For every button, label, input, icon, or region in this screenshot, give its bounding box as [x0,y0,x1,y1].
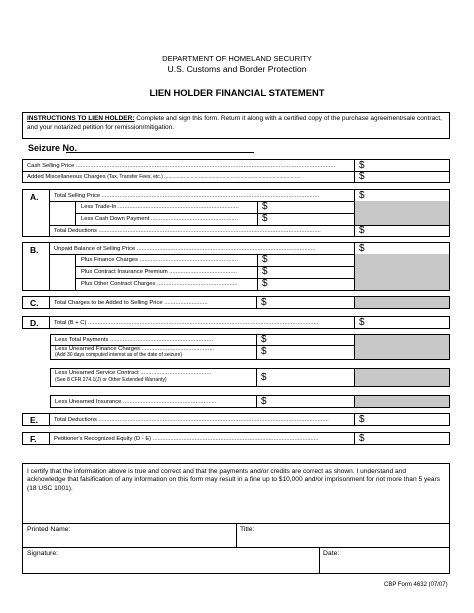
payments-shaded [354,335,449,359]
section-a-total-deductions-currency: $ [359,225,365,236]
section-d-letter: D. [30,318,39,328]
date-field[interactable] [345,548,447,572]
section-e-field[interactable] [365,414,449,425]
unpaid-balance-field[interactable] [365,243,449,254]
plus-finance-label: Plus Finance Charges ............................................................. [81,257,238,263]
less-unearned-finance-field[interactable] [267,345,353,359]
section-f-letter: F. [30,434,37,444]
certification-box [22,463,450,574]
plus-insurance-field[interactable] [268,266,354,278]
plus-finance-field[interactable] [268,254,354,266]
date-label: Date: [323,550,340,557]
section-b-inner [75,254,354,290]
plus-insurance-label: Plus Contract Insurance Premium .......................................... [81,269,237,275]
added-misc-currency: $ [359,171,365,182]
form-number: CBP Form 4632 (07/07) [384,582,448,588]
less-unearned-finance-currency: $ [261,346,267,357]
signature-label: Signature: [27,550,58,557]
less-unearned-insurance-field[interactable] [267,396,353,407]
instructions-text: Complete and sign this form. Return it along with a certified copy of the purchase agreement/sale contract, and your notarized petition for remission/mitigation. [27,115,442,131]
section-e-label: Total Deductions ............................................................................................................................................... [54,417,329,423]
section-a-shaded [354,201,449,225]
service-contract-shaded [354,369,449,386]
less-unearned-finance-note: (Add 30 days computed interest as of the date of seizure) [55,352,183,358]
section-b-box [22,242,450,291]
form-title: LIEN HOLDER FINANCIAL STATEMENT [149,87,325,98]
section-f-currency: $ [359,433,365,444]
less-total-payments-label: Less Total Payments ................................................................ [55,337,214,343]
plus-other-label: Plus Other Contract Charges .................................................. [81,281,238,287]
section-c-box [22,296,450,309]
section-e-currency: $ [359,414,365,425]
insurance-box [50,395,450,408]
unpaid-balance-label: Unpaid Balance of Selling Price ............................................................................................................... [54,246,316,252]
instructions-box [22,112,450,139]
payments-box [50,334,450,360]
section-f-field[interactable] [365,433,449,444]
less-trade-in-label: Less Trade-In ........................................................................... [81,204,239,210]
section-c-currency: $ [261,297,267,308]
less-unearned-insurance-currency: $ [261,396,267,407]
section-a-inner [75,201,354,225]
section-c-field[interactable] [267,297,353,308]
less-trade-in-field[interactable] [268,201,354,213]
section-c-letter: C. [30,298,39,308]
section-c-label: Total Charges to be Added to Selling Price ........................... [54,300,208,306]
plus-finance-currency: $ [262,254,268,265]
total-selling-price-currency: $ [359,190,365,201]
signature-field[interactable] [68,548,316,572]
total-selling-price-label: Total Selling Price ....................................................................................................................................... [54,193,320,199]
section-b-letter: B. [30,245,39,255]
agency-name: U.S. Customs and Border Protection [167,64,307,74]
added-misc-text: Added Miscellaneous Charges [27,174,106,180]
less-total-payments-currency: $ [261,334,267,345]
title-field[interactable] [263,524,447,546]
less-cash-down-label: Less Cash Down Payment ...................................................... [81,216,238,222]
less-unearned-insurance-label: Less Unearned Insurance .......................................................... [55,399,217,405]
section-f-box [22,432,450,445]
less-unearned-service-currency: $ [261,372,267,383]
less-unearned-service-label: Less Unearned Service Contract ............................................ [55,370,212,376]
section-d-currency: $ [359,317,365,328]
certification-text: I certify that the information above is true and correct and that the payments and/or credits are correct as shown. I understand and acknowledge that falsification of any information on this form may result in a fine up to $10,000 and/or imprisonment for not more than 5 years (18 USC 1001). [27,468,441,492]
total-selling-price-field[interactable] [365,190,449,201]
cash-selling-price-label: Cash Selling Price ................................................................................................................................................................. [27,163,336,169]
seizure-label: Seizure No. [28,143,78,153]
unpaid-balance-currency: $ [359,243,365,254]
section-b-shaded [354,254,449,290]
less-trade-in-currency: $ [262,201,268,212]
department-name: DEPARTMENT OF HOMELAND SECURITY [162,54,312,63]
printed-name-field[interactable] [83,524,233,546]
less-unearned-service-field[interactable] [267,369,353,386]
section-a-total-deductions-field[interactable] [365,225,449,236]
section-e-box [22,413,450,426]
section-a-total-deductions-label: Total Deductions .......................................................................................................................................... [54,228,321,234]
insurance-shaded [354,396,449,407]
less-cash-down-currency: $ [262,213,268,224]
section-d-field[interactable] [365,317,449,328]
section-c-shaded [354,297,449,308]
cash-selling-price-currency: $ [359,160,365,171]
cash-selling-price-field[interactable] [365,160,449,171]
plus-insurance-currency: $ [262,266,268,277]
section-a-box [22,189,450,237]
service-contract-box [50,368,450,387]
top-charges-box [22,159,450,183]
less-unearned-finance-label: Less Unearned Finance Charges ............................................. [55,346,215,352]
section-f-label: Petitioner's Recognized Equity (D - E) ....................................................................................................... [54,436,319,442]
printed-name-label: Printed Name: [27,526,71,533]
plus-other-field[interactable] [268,278,354,290]
instructions-label: INSTRUCTIONS TO LIEN HOLDER: [27,115,135,122]
less-unearned-service-note: (See 8 CFR 274.1(J) or Other Extended Warranty) [55,377,167,383]
title-label: Title: [240,526,255,533]
section-d-box [22,316,450,329]
section-d-label: Total (B + C) ............................................................................................................................................... [54,320,319,326]
added-misc-label [27,173,349,181]
less-total-payments-field[interactable] [267,335,353,345]
added-misc-field[interactable] [365,171,449,182]
section-a-letter: A. [30,192,39,202]
seizure-number-field[interactable] [66,152,254,153]
section-e-letter: E. [30,415,39,425]
added-misc-note: (Tax, Transfer Fees, etc.) .................................................................................................. [107,174,301,180]
less-cash-down-field[interactable] [268,213,354,225]
plus-other-currency: $ [262,278,268,289]
